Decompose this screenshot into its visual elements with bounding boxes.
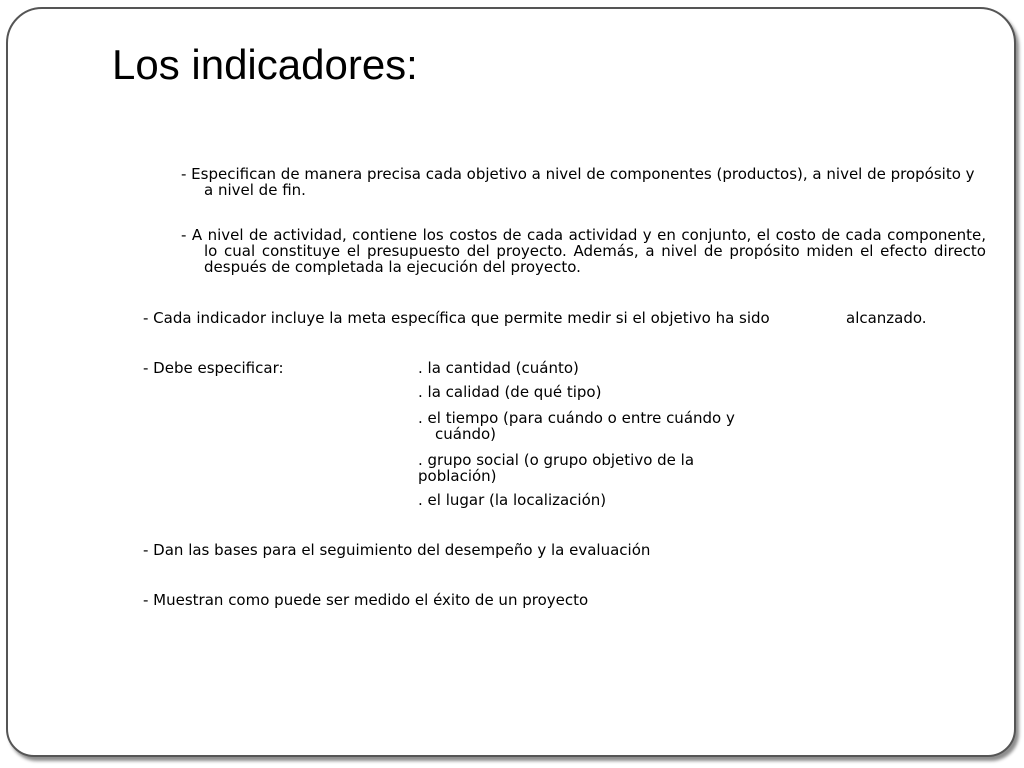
paragraph-bases-seguimiento: - Dan las bases para el seguimiento del desempeño y la evaluación	[143, 541, 651, 559]
paragraph-nivel-actividad: - A nivel de actividad, contiene los costos de cada actividad y en conjunto, el costo de cada componente, lo cual constituye el presupuesto del proyecto. Además, a nivel de propósito miden el efecto directo después de completada la ejecución del proyecto.	[181, 226, 986, 276]
paragraph-especifican: - Especifican de manera precisa cada objetivo a nivel de componentes (productos), a nivel de propósito y a nivel de fin.	[181, 165, 975, 199]
slide-frame	[6, 7, 1016, 757]
spec-item-calidad: . la calidad (de qué tipo)	[418, 383, 602, 401]
debe-especificar-label: - Debe especificar:	[143, 359, 284, 377]
paragraph-exito-proyecto: - Muestran como puede ser medido el éxito de un proyecto	[143, 591, 589, 609]
paragraph-meta-especifica-end: alcanzado.	[846, 309, 927, 327]
spec-item-lugar: . el lugar (la localización)	[418, 491, 607, 509]
spec-item-grupo-social: . grupo social (o grupo objetivo de la población)	[418, 451, 695, 485]
spec-item-cantidad: . la cantidad (cuánto)	[418, 359, 579, 377]
slide-title: Los indicadores:	[112, 41, 418, 88]
spec-item-tiempo: . el tiempo (para cuándo o entre cuándo y cuándo)	[418, 409, 735, 443]
paragraph-meta-especifica: - Cada indicador incluye la meta específica que permite medir si el objetivo ha sido	[143, 309, 770, 327]
